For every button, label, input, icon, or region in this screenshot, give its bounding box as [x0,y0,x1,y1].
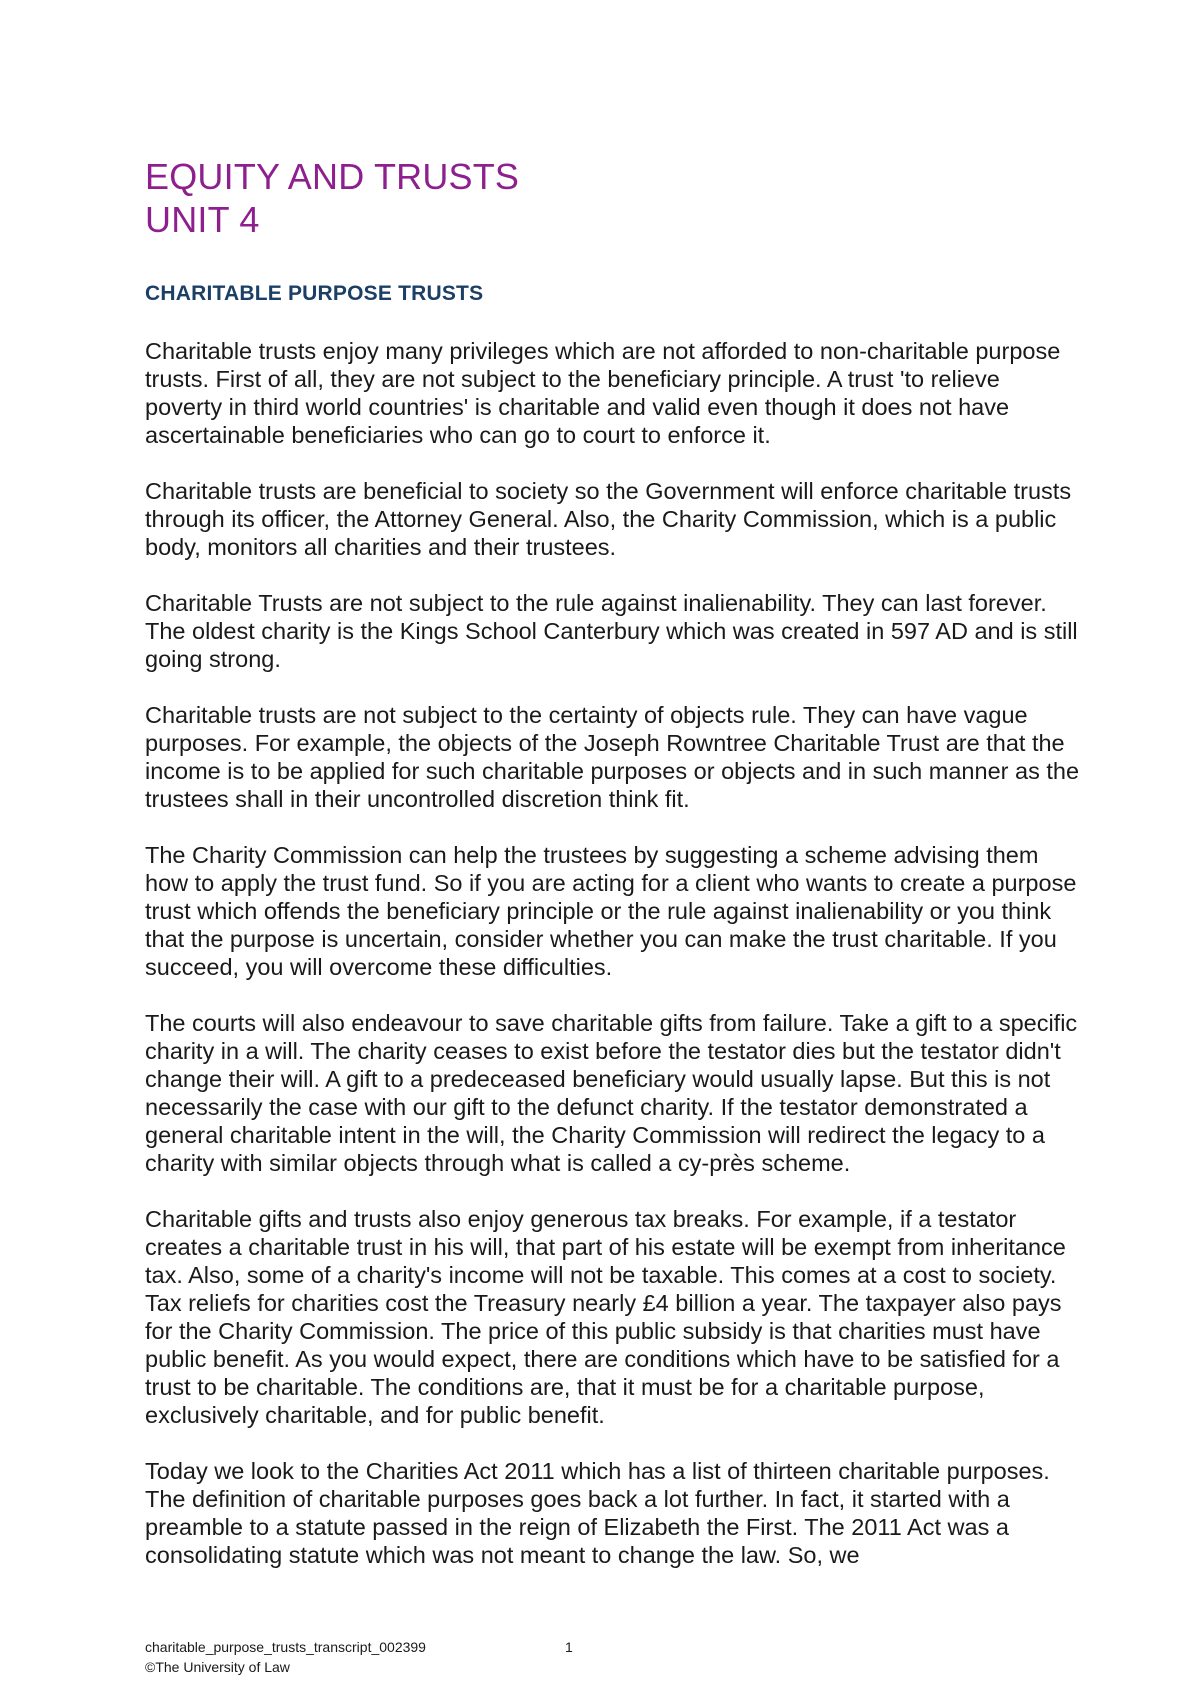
paragraph: The courts will also endeavour to save charitable gifts from failure. Take a gift to a specific charity in a will. The charity ceases to exist before the testator dies but the testator didn't change their will. A gift to a predeceased beneficiary would usually lapse. But this is not necessarily the case with our gift to the defunct charity. If the testator demonstrated a general charitable intent in the will, the Charity Commission will redirect the legacy to a charity with similar objects through what is called a cy-près scheme. [145,1010,1078,1176]
paragraph: Charitable Trusts are not subject to the rule against inalienability. They can last forever. The oldest charity is the Kings School Canterbury which was created in 597 AD and is still going strong. [145,590,1078,672]
title-course: EQUITY AND TRUSTS [145,156,520,197]
paragraph: Charitable trusts enjoy many privileges which are not afforded to non-charitable purpose trusts. First of all, they are not subject to the beneficiary principle. A trust 'to relieve poverty in third world countries' is charitable and valid even though it does not have ascertainable beneficiaries who can go to court to enforce it. [145,338,1061,448]
section-heading: CHARITABLE PURPOSE TRUSTS [145,282,484,305]
title-unit: UNIT 4 [145,199,260,240]
document-title [145,155,1045,241]
footer-page-number: 1 [565,1639,573,1655]
page-footer [145,1637,1045,1677]
footer-row [145,1637,1045,1657]
paragraph: Today we look to the Charities Act 2011 which has a list of thirteen charitable purposes. The definition of charitable purposes goes back a lot further. In fact, it started with a preamble to a statute passed in the reign of Elizabeth the First. The 2011 Act was a consolidating statute which was not meant to change the law. So, we [145,1458,1050,1568]
paragraph: The Charity Commission can help the trustees by suggesting a scheme advising them how to apply the trust fund. So if you are acting for a client who wants to create a purpose trust which offends the beneficiary principle or the rule against inalienability or you think that the purpose is uncertain, consider whether you can make the trust charitable. If you succeed, you will overcome these difficulties. [145,842,1077,980]
paragraph: Charitable trusts are not subject to the certainty of objects rule. They can have vague purposes. For example, the objects of the Joseph Rowntree Charitable Trust are that the income is to be applied for such charitable purposes or objects and in such manner as the trustees shall in their uncontrolled discretion think fit. [145,702,1080,812]
paragraph: Charitable gifts and trusts also enjoy generous tax breaks. For example, if a testator creates a charitable trust in his will, that part of his estate will be exempt from inheritance tax. Also, some of a charity's income will not be taxable. This comes at a cost to society. Tax reliefs for charities cost the Treasury nearly £4 billion a year. The taxpayer also pays for the Charity Commission. The price of this public subsidy is that charities must have public benefit. As you would expect, there are conditions which have to be satisfied for a trust to be charitable. The conditions are, that it must be for a charitable purpose, exclusively charitable, and for public benefit. [145,1206,1066,1428]
body-text [145,337,1080,1597]
footer-filename: charitable_purpose_trusts_transcript_002399 [145,1639,426,1655]
paragraph: Charitable trusts are beneficial to society so the Government will enforce charitable trusts through its officer, the Attorney General. Also, the Charity Commission, which is a public body, monitors all charities and their trustees. [145,478,1072,560]
footer-copyright: ©The University of Law [145,1659,290,1675]
